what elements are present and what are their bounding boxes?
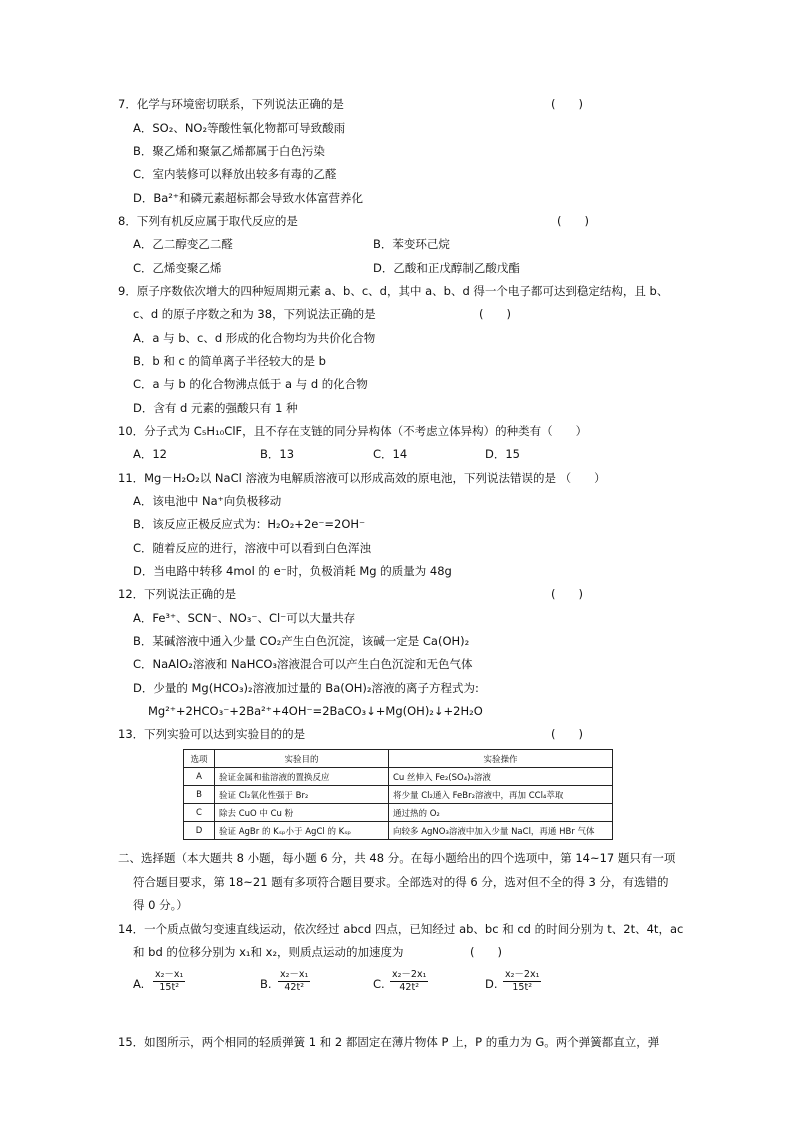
table-cell-option: B [184,786,215,804]
table-row [184,786,613,804]
q13-stem: 13．下列实验可以达到实验目的的是 [118,727,306,741]
q14-option-b-fraction [278,969,310,994]
table-cell-option: A [184,768,215,786]
section2-instructions-line2: 符合题目要求，第 18~21 题有多项符合题目要求。全部选对的得 6 分，选对但不全的得 3 分，有选错的 [133,875,669,889]
q9-answer-paren: ( ) [479,307,511,321]
q14-option-d-label: D. [485,977,498,991]
q9-option-a: A．a 与 b、c、d 形成的化合物均为共价化合物 [133,331,376,345]
q12-stem: 12．下列说法正确的是 [118,587,237,601]
q14-option-b-label: B. [260,977,272,991]
q8-option-b: B．苯变环己烷 [373,237,450,251]
q12-option-d: D．少量的 Mg(HCO₃)₂溶液加过量的 Ba(OH)₂溶液的离子方程式为: [133,681,479,695]
experiment-table [183,749,613,840]
table-header-operation: 实验操作 [389,750,613,768]
q7-option-c: C．室内装修可以释放出较多有毒的乙醛 [133,167,337,181]
q14-option-c-denominator: 42t² [399,982,420,993]
q7-option-a: A．SO₂、NO₂等酸性氧化物都可导致酸雨 [133,121,346,135]
q11-option-b: B．该反应正极反应式为：H₂O₂+2e⁻=2OH⁻ [133,517,366,531]
table-cell-operation: 通过热的 O₂ [389,804,613,822]
q10-option-c: C．14 [373,447,408,461]
q8-stem: 8．下列有机反应属于取代反应的是 [118,214,298,228]
q14-stem-line1: 14．一个质点做匀变速直线运动，依次经过 abcd 四点，已知经过 ab、bc 和 cd 的时间分别为 t、2t、4t，ac [118,922,684,936]
q14-option-d-denominator: 15t² [512,982,533,993]
q9-option-d: D．含有 d 元素的强酸只有 1 种 [133,401,298,415]
table-cell-purpose: 验证 Cl₂氧化性强于 Br₂ [215,786,389,804]
q12-answer-paren: ( ) [551,587,583,601]
q14-stem-line2: 和 bd 的位移分别为 x₁和 x₂，则质点运动的加速度为 [133,945,404,959]
q9-option-b: B．b 和 c 的简单离子半径较大的是 b [133,354,326,368]
q7-answer-paren: ( ) [551,97,583,111]
q11-option-c: C．随着反应的进行，溶液中可以看到白色浑浊 [133,541,372,555]
q14-option-c-numerator: x₂－2x₁ [392,969,427,980]
table-header-option: 选项 [184,750,215,768]
table-cell-operation: 向较多 AgNO₃溶液中加入少量 NaCl，再通 HBr 气体 [389,822,613,840]
q8-answer-paren: ( ) [557,214,589,228]
q9-option-c: C．a 与 b 的化合物沸点低于 a 与 d 的化合物 [133,377,368,391]
q14-option-b-denominator: 42t² [284,982,304,993]
q7-option-b: B．聚乙烯和聚氯乙烯都属于白色污染 [133,144,325,158]
q15-stem-line1: 15．如图所示，两个相同的轻质弹簧 1 和 2 都固定在薄片物体 P 上，P 的重力为 G。两个弹簧都直立，弹 [118,1035,660,1049]
table-cell-option: C [184,804,215,822]
q14-answer-paren: ( ) [470,945,502,959]
table-cell-purpose: 除去 CuO 中 Cu 粉 [215,804,389,822]
q8-option-a: A．乙二醇变乙二醛 [133,237,233,251]
table-cell-operation: 将少量 Cl₂通入 FeBr₂溶液中，再加 CCl₄萃取 [389,786,613,804]
q14-option-a-label: A. [133,977,145,991]
q11-option-a: A．该电池中 Na⁺向负极移动 [133,494,282,508]
q12-option-b: B．某碱溶液中通入少量 CO₂产生白色沉淀，该碱一定是 Ca(OH)₂ [133,634,470,648]
q14-option-d-fraction [503,969,541,994]
q11-stem: 11．Mg－H₂O₂以 NaCl 溶液为电解质溶液可以形成高效的原电池，下列说法错误的是 （ ） [118,471,606,485]
q13-answer-paren: ( ) [551,727,583,741]
table-cell-operation: Cu 丝伸入 Fe₂(SO₄)₃溶液 [389,768,613,786]
q9-stem-line2: c、d 的原子序数之和为 38，下列说法正确的是 [133,307,376,321]
q7-option-d: D．Ba²⁺和磷元素超标都会导致水体富营养化 [133,191,363,205]
q10-option-d: D．15 [485,447,520,461]
section2-instructions-line3: 得 0 分。） [133,898,188,912]
q7-stem: 7．化学与环境密切联系，下列说法正确的是 [118,97,344,111]
table-cell-option: D [184,822,215,840]
table-cell-purpose: 验证金属和盐溶液的置换反应 [215,768,389,786]
q9-stem-line1: 9．原子序数依次增大的四种短周期元素 a、b、c、d，其中 a、b、d 得一个电子都可达到稳定结构，且 b、 [118,284,669,298]
q14-option-c-label: C. [373,977,385,991]
q11-option-d: D．当电路中转移 4mol 的 e⁻时，负极消耗 Mg 的质量为 48g [133,564,452,578]
table-row [184,804,613,822]
q14-option-a-fraction [153,969,185,994]
q12-equation: Mg²⁺+2HCO₃⁻+2Ba²⁺+4OH⁻=2BaCO₃↓+Mg(OH)₂↓+2H₂O [148,704,483,718]
q8-option-d: D．乙酸和正戊醇制乙酸戊酯 [373,261,520,275]
table-header-purpose: 实验目的 [215,750,389,768]
table-row [184,768,613,786]
table-header-row [184,750,613,768]
q14-option-d-numerator: x₂－2x₁ [505,969,540,980]
q8-option-c: C．乙烯变聚乙烯 [133,261,222,275]
q14-option-b-numerator: x₂－x₁ [280,969,309,980]
q12-option-a: A．Fe³⁺、SCN⁻、NO₃⁻、Cl⁻可以大量共存 [133,611,356,625]
q10-option-a: A．12 [133,447,168,461]
q10-stem: 10．分子式为 C₅H₁₀ClF，且不存在支链的同分异构体（不考虑立体异构）的种类有（ ） [118,424,588,438]
section2-instructions-line1: 二、选择题（本大题共 8 小题，每小题 6 分，共 48 分。在每小题给出的四个选项中，第 14~17 题只有一项 [118,851,676,865]
q14-option-c-fraction [390,969,428,994]
q14-option-a-denominator: 15t² [159,982,179,993]
table-cell-purpose: 验证 AgBr 的 Kₛₚ小于 AgCl 的 Kₛₚ [215,822,389,840]
q14-option-a-numerator: x₂－x₁ [155,969,184,980]
q12-option-c: C．NaAlO₂溶液和 NaHCO₃溶液混合可以产生白色沉淀和无色气体 [133,657,473,671]
table-row [184,822,613,840]
q10-option-b: B．13 [260,447,295,461]
